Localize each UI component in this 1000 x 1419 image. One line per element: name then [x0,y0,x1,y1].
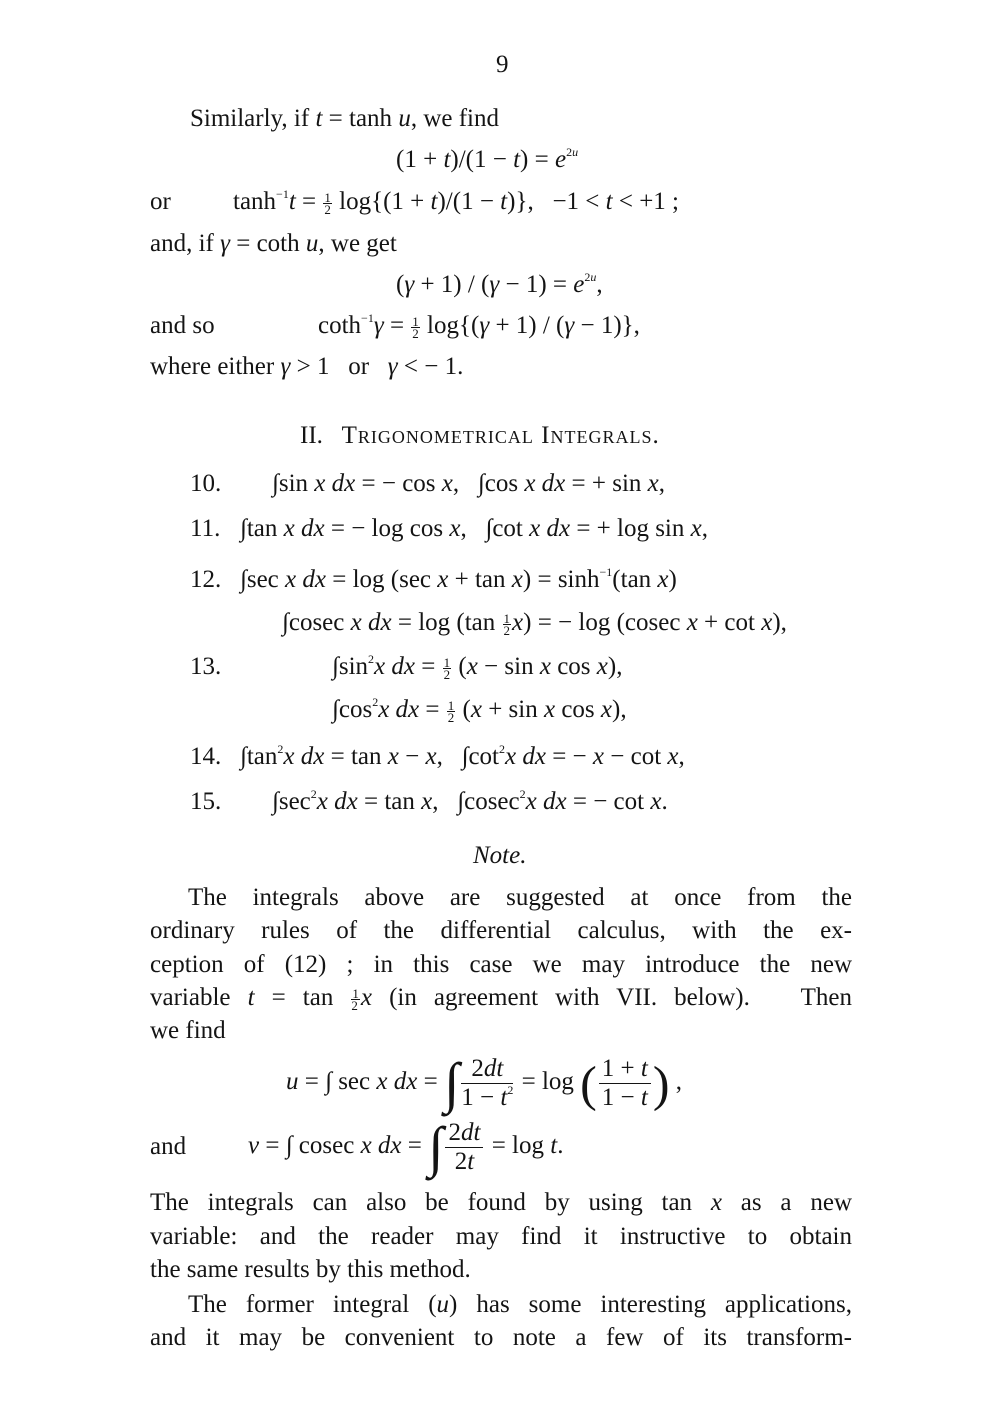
text-line-coth: and, if γ = coth u, we get [150,230,397,257]
paragraph-line: we find [150,1017,226,1044]
label-or: or [150,188,171,215]
formula-10: ∫sin x dx = − cos x, ∫cos x dx = + sin x, [272,470,666,497]
equation-coth-exp: $(\gamma + 1) / (\gamma - 1) = e^{2u}$, [396,270,603,298]
formula-14: $\int\tan^2x$ dx = tan x − x, $\int\cot^2x$ dx = − x − cot x, [240,742,685,770]
label-and: and [150,1133,187,1160]
paragraph-line: variable: and the reader may find it instructive to obtain [150,1223,852,1250]
paragraph-line: and it may be convenient to note a few of its transform- [150,1324,852,1351]
equation-arcoth: coth$^{-1}$γ = $\frac{1}{2}$ log{(γ + 1) / (γ − 1)}, [318,311,640,341]
equation-artanh: $\tanh^{-1}t$ = $\frac{1}{2}$ log{(1 + t)/(1 − t)}, −1 < t < +1 ; [233,187,680,217]
section-title: Trigonometrical Integrals. [341,422,660,449]
formula-15: $\int\sec^2x$ dx = tan x, ∫cosec$^2$x dx = − cot x. [272,787,668,815]
formula-11: ∫tan x dx = − log cos x, ∫cot x dx = + log sin x, [240,515,708,542]
section-numeral: II. [300,422,323,449]
label-and-so: and so [150,312,215,339]
formula-number: 12. [190,566,222,593]
equation-u: u = ∫ sec x dx = ∫ $\frac{2dt}{1 - t^2}$ = log ( $\frac{1 + t}{1 - t}$ ) , [286,1052,683,1115]
text-line-similarly: Similarly, if t = tanh u, we find [190,105,499,132]
formula-number: 10. [190,470,222,497]
paragraph-line-former: The former integral (u) has some interesting applications, [188,1291,852,1318]
equation-v: v = ∫ cosec x dx = ∫ $\frac{2dt}{2t}$ = log t. [248,1116,564,1179]
formula-13-sin: $\int\sin^2x$ dx = $\frac{1}{2}$ (x − sin x cos x), [332,652,623,682]
formula-12-cosec: ∫cosec x dx = log (tan $\frac{1}{2}$ x) = − log (cosec x + cot x), [282,609,787,638]
paragraph-line-variable: variable t = tan $\frac{1}{2}$ x (in agreement with VII. below). Then [150,984,852,1013]
formula-12-sec: ∫sec x dx = log (sec $x + \tan x) = \sinh^{-1}(\tan$ x) [240,565,677,593]
paragraph-line: The integrals above are suggested at once from the [188,884,852,911]
formula-13-cos: $\int\cos^2x$ dx = $\frac{1}{2}$ (x + sin x cos x), [332,695,627,725]
section-heading [300,421,660,451]
note-heading: Note. [473,842,527,869]
page-number: 9 [496,51,509,78]
equation-tanh-exp: $(1 + t)/(1 - t) = e^{2u}$ [396,145,579,173]
paragraph-line: ordinary rules of the differential calculus, with the ex- [150,917,852,944]
formula-number: 14. [190,743,222,770]
text-line-where: where either γ > 1 or γ < − 1. [150,353,464,380]
formula-number: 13. [190,653,222,680]
formula-number: 15. [190,788,222,815]
paragraph-line: ception of (12) ; in this case we may introduce the new [150,951,852,978]
formula-number: 11. [190,515,221,542]
paragraph-line: the same results by this method. [150,1256,471,1283]
paragraph-line-tanx: The integrals can also be found by using tan x as a new [150,1189,852,1216]
